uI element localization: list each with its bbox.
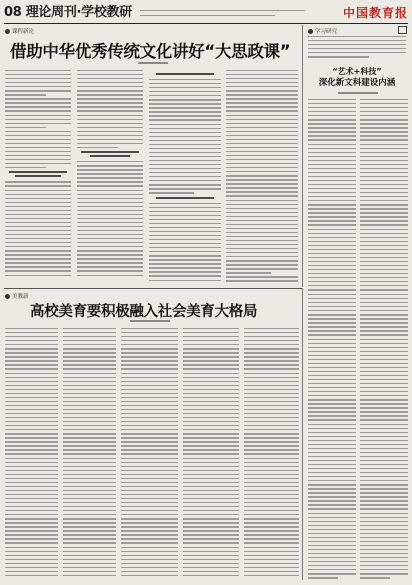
newspaper-logo: 中国教育报 xyxy=(342,6,408,20)
section-tag-right: 学习研究 xyxy=(308,27,337,35)
sidebar-column-3 xyxy=(308,294,356,580)
top-headline: 借助中华优秀传统文化讲好“大思政课” xyxy=(10,42,291,61)
section-divider xyxy=(4,288,302,289)
bottom-column-2 xyxy=(63,328,116,580)
section-bullet-icon xyxy=(5,294,10,299)
top-column-2 xyxy=(77,70,143,284)
subhead-col1 xyxy=(5,171,71,177)
bottom-column-4 xyxy=(183,328,239,580)
column-divider-sidebar xyxy=(302,25,303,287)
page-label: 08 理论周刊·学校教研 xyxy=(4,5,132,20)
masthead-info-lines xyxy=(140,7,335,21)
bottom-column-3 xyxy=(121,328,178,580)
sidebar-column-1 xyxy=(308,99,356,291)
sidebar-column-4 xyxy=(360,294,408,580)
bottom-column-5 xyxy=(244,328,299,580)
column-divider-bottom xyxy=(302,288,303,580)
section-bullet-icon xyxy=(308,29,313,34)
subhead-col2 xyxy=(77,151,143,157)
top-column-3 xyxy=(149,70,221,284)
sidebar-column-2 xyxy=(360,99,408,291)
bottom-headline: 高校美育要积极融入社会美育大格局 xyxy=(30,304,258,320)
section-tag-top-left: 课程新论 xyxy=(5,27,34,35)
sidebar-title-line1: “艺术+科技” xyxy=(332,67,382,76)
bottom-column-1 xyxy=(5,328,58,580)
masthead xyxy=(4,3,408,24)
section-bullet-icon xyxy=(5,29,10,34)
subhead-col3a xyxy=(149,73,221,75)
subhead-col3b xyxy=(149,197,221,199)
sidebar-byline xyxy=(338,92,378,94)
section-tag-bottom: 美教新 xyxy=(5,292,29,300)
top-column-1 xyxy=(5,70,71,284)
bottom-byline xyxy=(130,320,170,322)
section-marker-icon xyxy=(398,26,407,34)
top-column-4 xyxy=(226,70,298,284)
sidebar-title-line2: 深化新文科建设内涵 xyxy=(318,78,396,88)
top-byline xyxy=(138,62,168,64)
sidebar-intro xyxy=(308,36,406,64)
